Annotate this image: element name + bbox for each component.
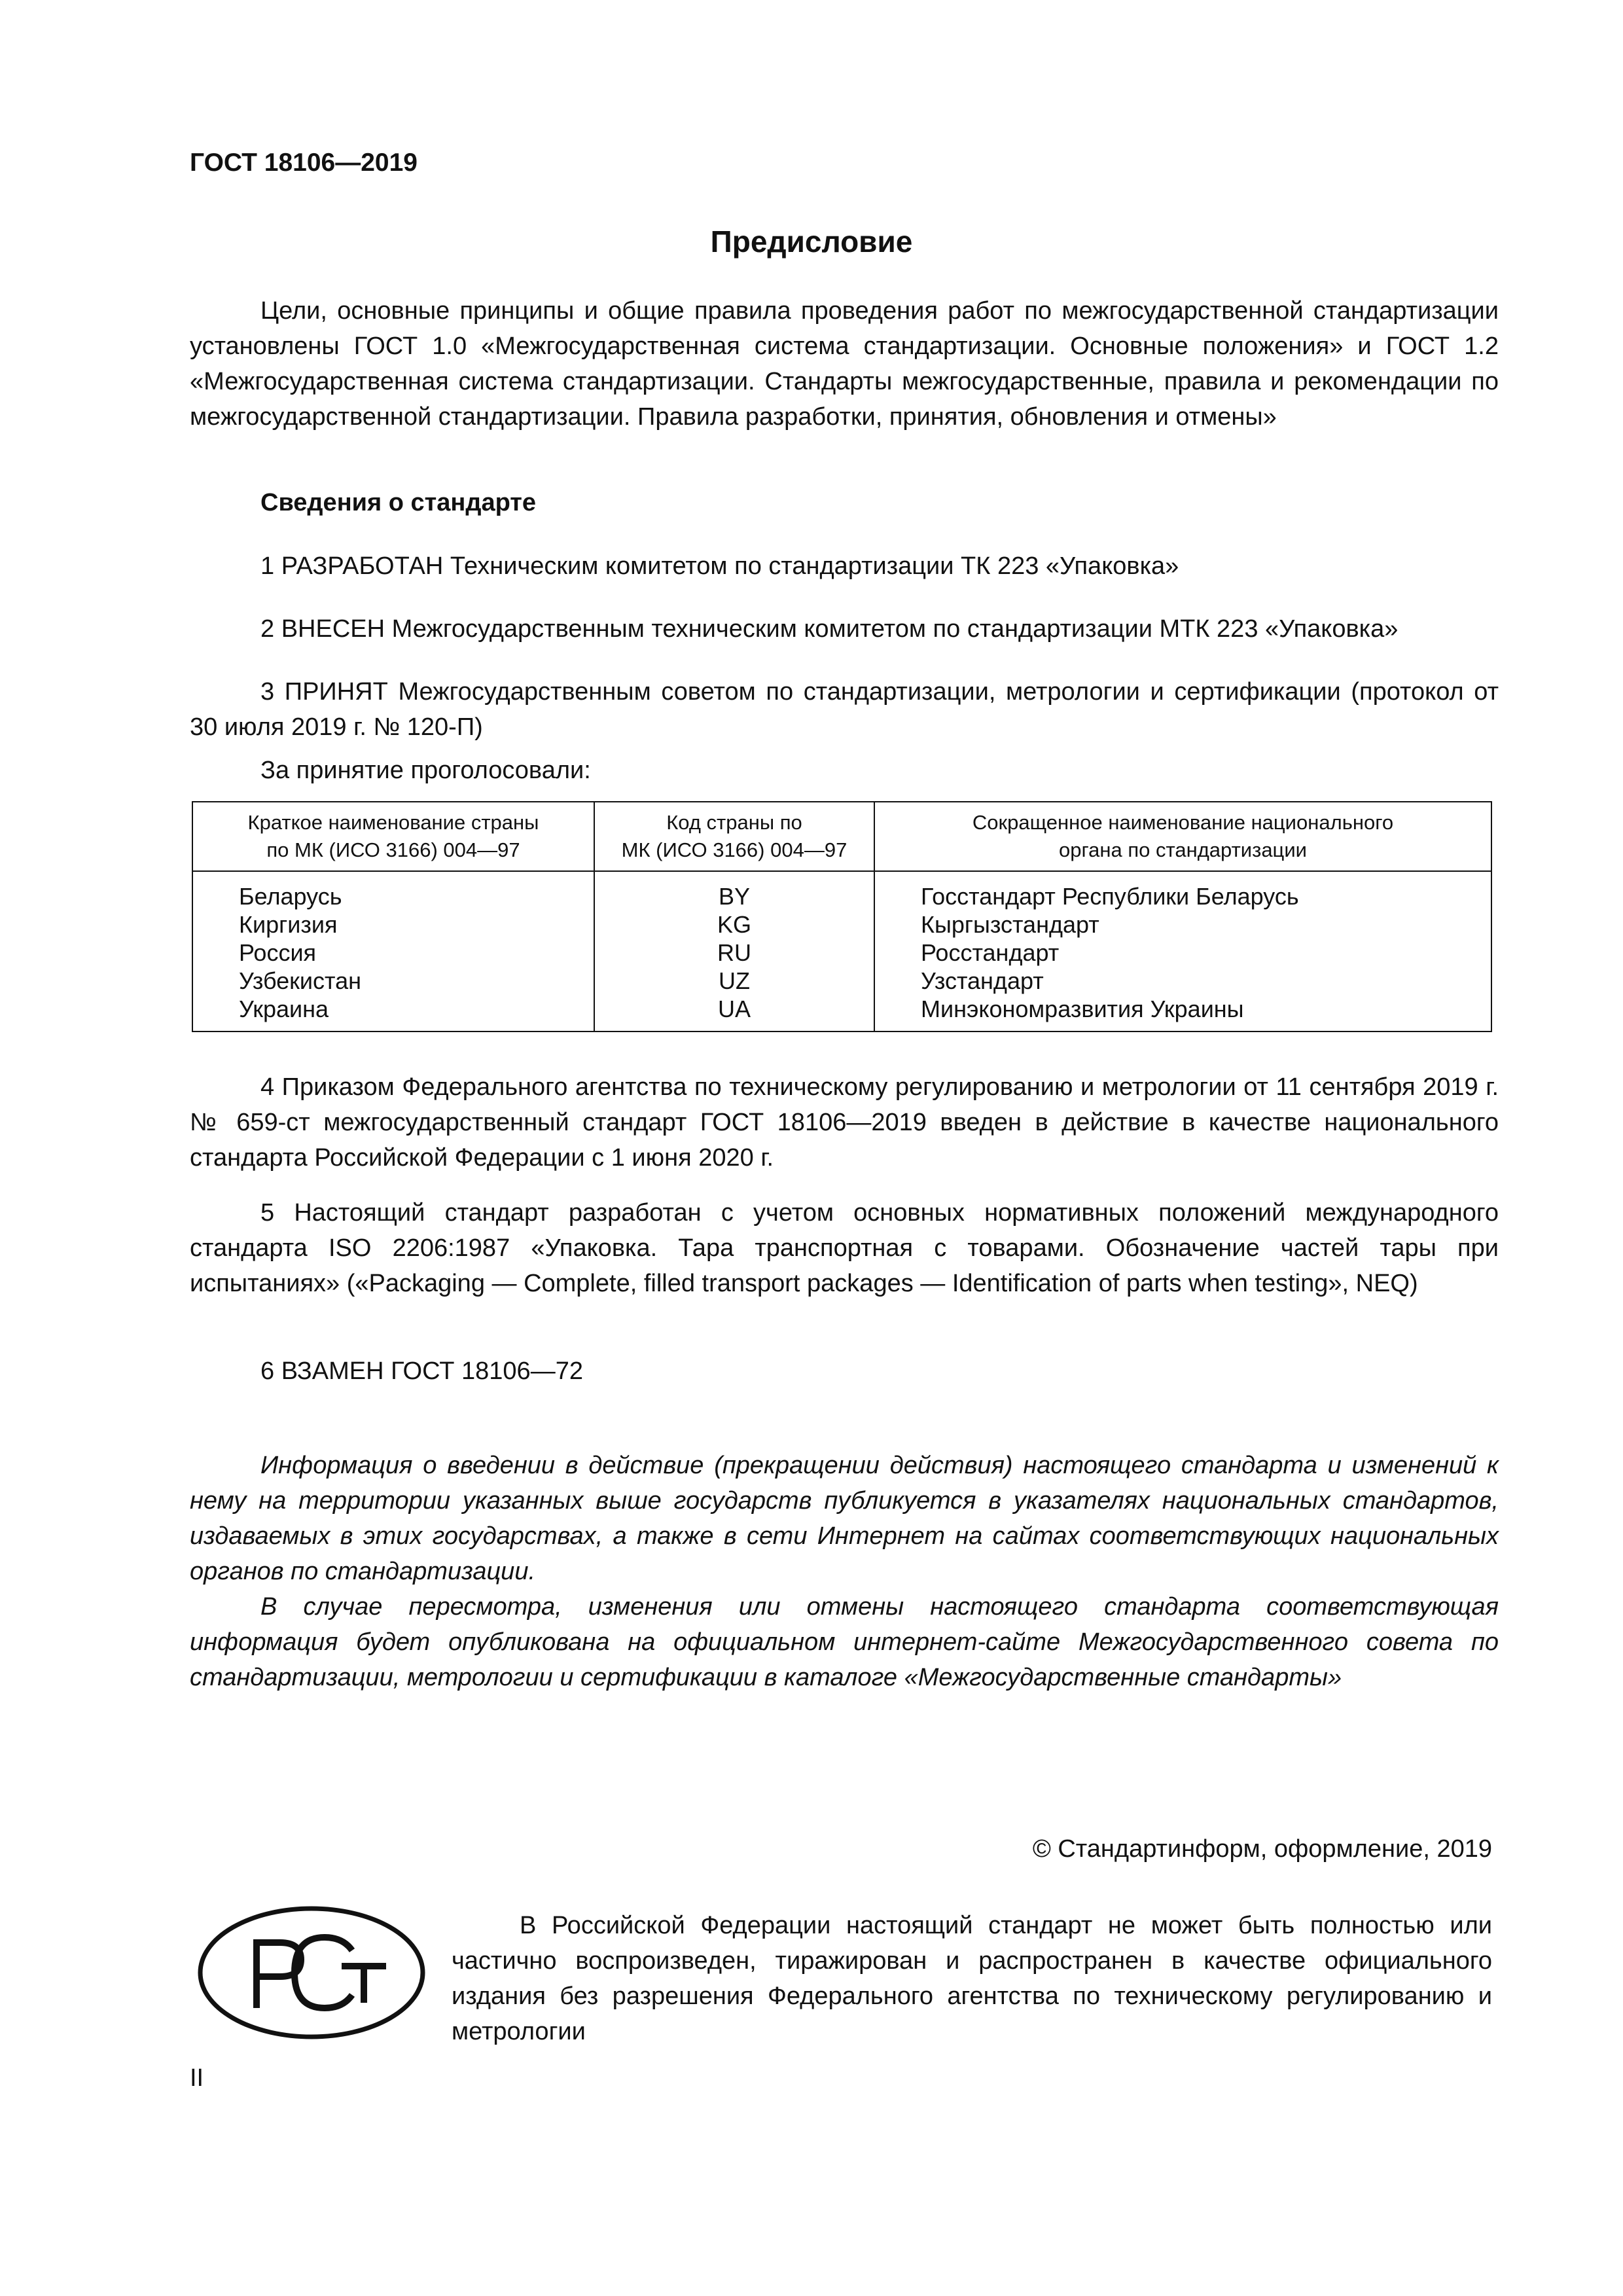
rst-certification-mark-icon xyxy=(196,1905,427,2041)
item-2: 2 ВНЕСЕН Межгосударственным техническим комитетом по стандартизации МТК 223 «Упаковка» xyxy=(260,615,1399,643)
header-country-name: Краткое наименование страны по МК (ИСО 3166) 004—97 xyxy=(192,802,594,871)
standard-info-heading: Сведения о стандарте xyxy=(260,489,537,516)
info-note-paragraph-2: В случае пересмотра, изменения или отмены настоящего стандарта соответствующая информация будет опубликована на официальном интернет-сайте Межгосударственного совета по стандартизации, метрологии и сертификации в каталоге «Межгосударственные стандарты» xyxy=(190,1593,1499,1691)
code-column xyxy=(594,871,874,1031)
country-name: Киргизия xyxy=(239,911,338,938)
standards-body: Госстандарт Республики Беларусь xyxy=(921,883,1299,910)
info-note-paragraph-1: Информация о введении в действие (прекращении действия) настоящего стандарта и изменений к нему на территории указанных выше государств публикуется в указателях национальных стандартов, издаваемых в этих государствах, а также в сети Интернет на сайтах соответствующих национальных органов по стандартизации. xyxy=(190,1452,1499,1585)
standards-body: Росстандарт xyxy=(921,939,1060,966)
standards-body: Кыргызстандарт xyxy=(921,911,1099,938)
country-name: Украина xyxy=(239,996,329,1022)
country-code: BY xyxy=(718,883,751,910)
table-body-row xyxy=(192,871,1491,1031)
country-code: RU xyxy=(717,939,751,966)
document-code: ГОСТ 18106—2019 xyxy=(190,149,418,177)
voting-table xyxy=(192,801,1492,1032)
country-column xyxy=(192,871,594,1031)
standards-body: Минэкономразвития Украины xyxy=(921,996,1244,1022)
country-code: UZ xyxy=(719,967,750,994)
country-name: Узбекистан xyxy=(239,967,362,994)
item-3: 3 ПРИНЯТ Межгосударственным советом по стандартизации, метрологии и сертификации (протокол от 30 июля 2019 г. № 120-П) xyxy=(190,678,1499,741)
item-1: 1 РАЗРАБОТАН Техническим комитетом по стандартизации ТК 223 «Упаковка» xyxy=(260,552,1179,580)
standards-body: Узстандарт xyxy=(921,967,1044,994)
country-code: KG xyxy=(717,911,751,938)
body-column xyxy=(874,871,1491,1031)
copyright-line: © Стандартинформ, оформление, 2019 xyxy=(1032,1835,1492,1863)
country-code: UA xyxy=(717,996,751,1022)
header-standards-body: Сокращенное наименование национального органа по стандартизации xyxy=(874,802,1491,871)
reproduction-notice: В Российской Федерации настоящий стандарт не может быть полностью или частично воспроизведен, тиражирован и распространен в качестве официального издания без разрешения Федерального агентства по техническому регулированию и метрологии xyxy=(452,1912,1492,2045)
item-6: 6 ВЗАМЕН ГОСТ 18106—72 xyxy=(260,1357,583,1385)
country-name: Беларусь xyxy=(239,883,342,910)
page-number: II xyxy=(190,2064,204,2092)
country-name: Россия xyxy=(239,939,317,966)
table-header-row xyxy=(192,802,1491,871)
item-5: 5 Настоящий стандарт разработан с учетом основных нормативных положений международного стандарта ISO 2206:1987 «Упаковка. Тара транспортная с товарами. Обозначение частей тары при испытаниях» («Packaging — Complete, filled transport packages — Identification of parts when testing», NEQ) xyxy=(190,1199,1499,1297)
intro-paragraph: Цели, основные принципы и общие правила проведения работ по межгосударственной стандартизации установлены ГОСТ 1.0 «Межгосударственная система стандартизации. Основные положения» и ГОСТ 1.2 «Межгосударственная система стандартизации. Стандарты межгосударственные, правила и рекомендации по межгосударственной стандартизации. Правила разработки, принятия, обновления и отмены» xyxy=(190,297,1499,431)
page-title: Предисловие xyxy=(710,224,913,259)
voted-label: За принятие проголосовали: xyxy=(260,757,591,784)
item-4: 4 Приказом Федерального агентства по техническому регулированию и метрологии от 11 сентября 2019 г. № 659-ст межгосударственный стандарт ГОСТ 18106—2019 введен в действие в качестве национального стандарта Российской Федерации с 1 июня 2020 г. xyxy=(190,1073,1499,1172)
header-country-code: Код страны по МК (ИСО 3166) 004—97 xyxy=(594,802,874,871)
